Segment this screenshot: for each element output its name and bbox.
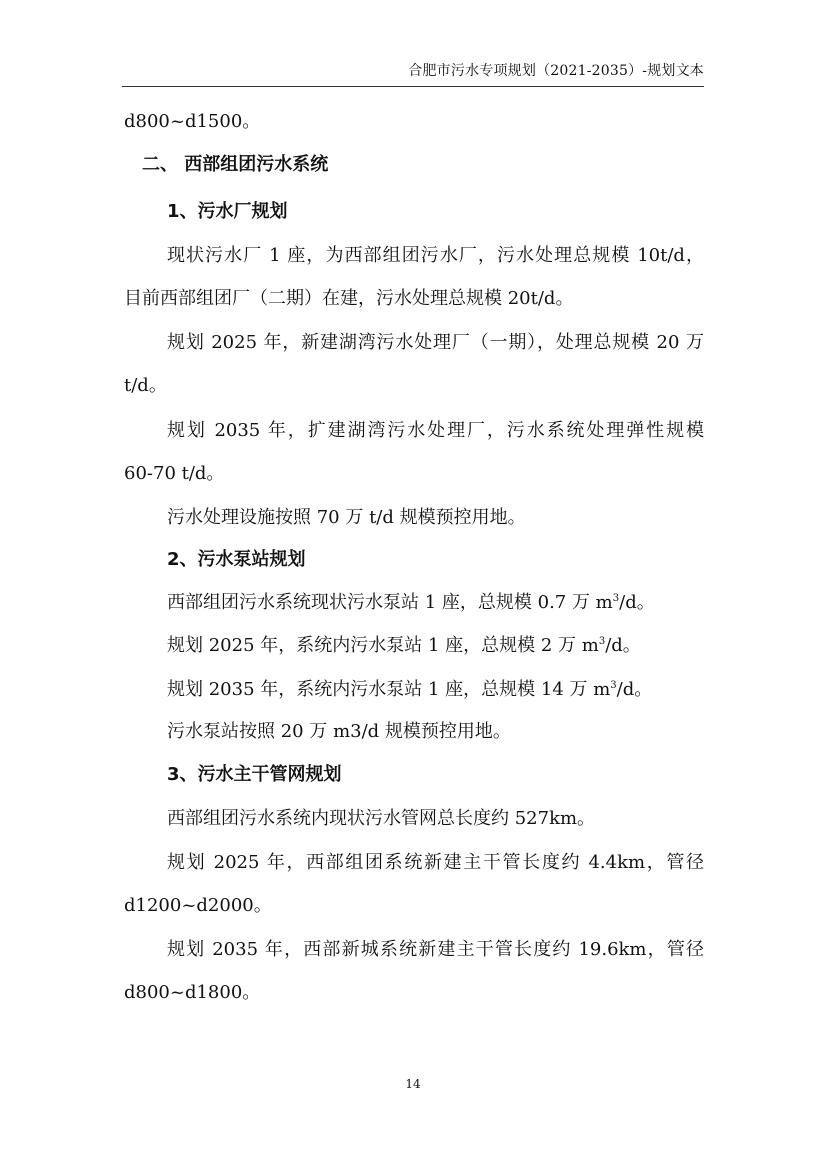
paragraph-line: 西部组团污水系统内现状污水管网总长度约 527km。 xyxy=(167,808,596,829)
line-text: 规划 2025 年，系统内污水泵站 1 座，总规模 2 万 m xyxy=(167,635,599,656)
paragraph-line: 规划 2025 年，新建湖湾污水处理厂（一期），处理总规模 20 万 xyxy=(167,332,704,353)
paragraph-line: 污水泵站按照 20 万 m3/d 规模预控用地。 xyxy=(167,721,511,742)
page-header xyxy=(122,58,704,87)
paragraph-line: d1200~d2000。 xyxy=(124,895,272,916)
section-heading: 二、 西部组团污水系统 xyxy=(142,154,329,175)
line-text: 西部组团污水系统现状污水泵站 1 座，总规模 0.7 万 m xyxy=(167,592,613,613)
paragraph-line xyxy=(124,631,704,661)
line-text: /d。 xyxy=(605,635,641,656)
superscript: 3 xyxy=(610,680,617,691)
line-text: 规划 2035 年，系统内污水泵站 1 座，总规模 14 万 m xyxy=(167,679,611,700)
paragraph-line: 60-70 t/d。 xyxy=(124,463,225,484)
paragraph-line: 规划 2025 年，西部组团系统新建主干管长度约 4.4km，管径 xyxy=(167,852,704,873)
superscript: 3 xyxy=(598,636,606,647)
header-title: 合肥市污水专项规划（2021-2035）-规划文本 xyxy=(408,63,704,79)
subsection-heading: 1、污水厂规划 xyxy=(167,201,288,222)
page-number: 14 xyxy=(405,1077,421,1091)
paragraph-line xyxy=(124,588,704,618)
paragraph-line: 现状污水厂 1 座，为西部组团污水厂，污水处理总规模 10t/d， xyxy=(167,245,704,266)
line-text: /d。 xyxy=(616,679,653,700)
superscript: 3 xyxy=(612,593,620,604)
subsection-heading: 2、污水泵站规划 xyxy=(167,549,306,570)
subsection-heading: 3、污水主干管网规划 xyxy=(167,764,342,785)
paragraph-line: 污水处理设施按照 70 万 t/d 规模预控用地。 xyxy=(167,507,526,528)
paragraph-line: 规划 2035 年，西部新城系统新建主干管长度约 19.6km，管径 xyxy=(167,939,704,960)
paragraph-line: d800~d1800。 xyxy=(124,982,261,1003)
paragraph-line xyxy=(124,675,704,705)
line-text: /d。 xyxy=(619,592,655,613)
paragraph-line: d800~d1500。 xyxy=(124,111,261,132)
paragraph-line: 规划 2035 年，扩建湖湾污水处理厂，污水系统处理弹性规模 xyxy=(167,420,704,441)
paragraph-line: t/d。 xyxy=(124,375,167,396)
paragraph-line: 目前西部组团厂（二期）在建，污水处理总规模 20t/d。 xyxy=(124,288,574,309)
